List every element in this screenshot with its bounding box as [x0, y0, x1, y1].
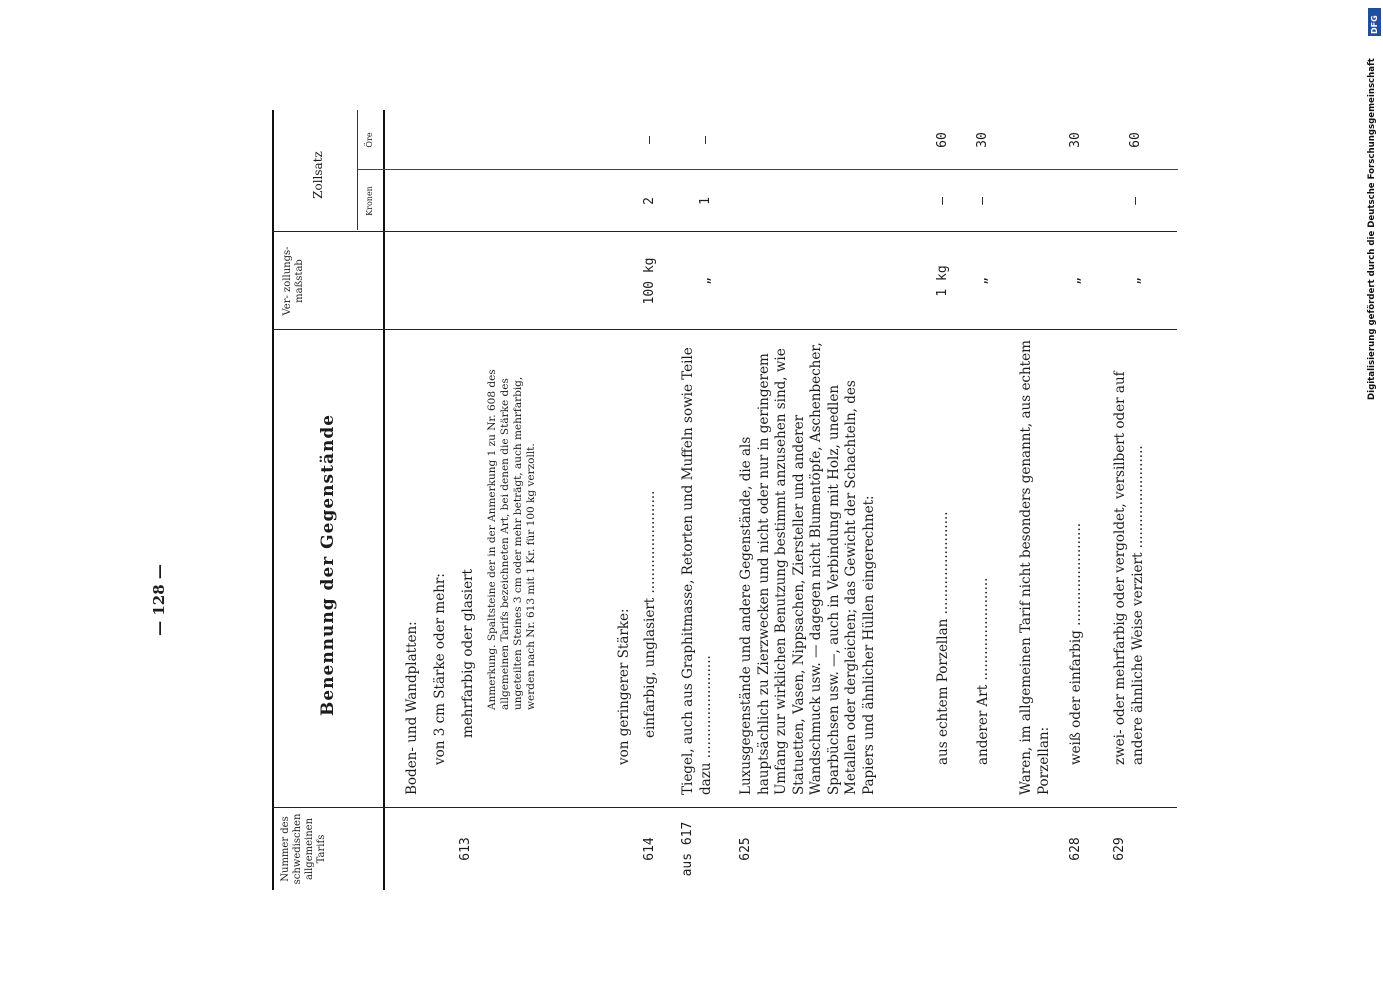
- header-zollsatz: Zollsatz: [311, 151, 325, 199]
- header-verzollung: Ver- zollungs- maßstab: [282, 246, 305, 316]
- row-text: weiß oder einfarbig ........................: [1068, 522, 1084, 765]
- tariff-number: 629: [1112, 837, 1127, 861]
- unit-cell: „: [1128, 277, 1143, 285]
- unit-cell: 1 kg: [935, 265, 950, 297]
- row-text: von geringerer Stärke:: [616, 608, 632, 765]
- dfg-logo: DFG: [1368, 8, 1381, 36]
- header-oere: Öre: [365, 132, 374, 148]
- row-text: aus echtem Porzellan ........................: [935, 511, 951, 765]
- kronen-cell: 2: [642, 197, 657, 205]
- unit-cell: 100 kg: [642, 257, 657, 305]
- oere-cell: 60: [1128, 132, 1143, 148]
- tariff-number: aus 617: [680, 821, 695, 877]
- rotated-page: [0, 132, 1146, 1000]
- oere-cell: 30: [1068, 132, 1083, 148]
- row-text: Waren, im allgemeinen Tarif nicht besonders genannt, aus echtem Porzellan:: [1018, 340, 1052, 795]
- unit-cell: „: [1068, 277, 1083, 285]
- page-number: — 128 —: [150, 564, 168, 636]
- row-text: einfarbig, unglasiert ........................: [642, 490, 658, 738]
- kronen-cell: —: [975, 197, 990, 205]
- kronen-cell: 1: [698, 197, 713, 205]
- kronen-cell: —: [935, 197, 950, 205]
- table-top-rule: [272, 110, 274, 890]
- oere-cell: 30: [975, 132, 990, 148]
- zollsatz-sub-rule: [357, 110, 358, 230]
- tariff-number: 613: [458, 837, 473, 861]
- row-text: Luxusgegenstände und andere Gegenstände, die als hauptsächlich zu Zierzwecken und nicht oder nur in geringerem Umfang zur wirklichen Benutzung bestimmt anzusehen sind, wie Statuetten, Vasen, Nippsachen, Ziersteller und anderer Wandschmuck usw. — dagegen nicht Blumentöpfe, Aschenbecher, Sparbüchsen usw. —, auch in Verbindung mit Holz, unedlen Metallen oder dergleichen; das Gewicht der Schachteln, des Papiers und ähnlicher Hüllen eingerechnet:: [738, 342, 877, 795]
- header-benennung: Benennung der Gegenstände: [318, 413, 338, 717]
- unit-cell: „: [975, 277, 990, 285]
- tariff-number: 614: [642, 837, 657, 861]
- col-divider-nr: [272, 807, 1177, 808]
- table-header-rule: [383, 110, 385, 890]
- col-divider-desc: [272, 329, 1177, 330]
- oere-cell: —: [698, 136, 713, 144]
- tariff-number: 628: [1068, 837, 1083, 861]
- row-text: zwei- oder mehrfarbig oder vergoldet, versilbert oder auf andere ähnliche Weise verziert ........................: [1112, 371, 1146, 765]
- row-text: Boden- und Wandplatten:: [404, 621, 420, 795]
- oere-cell: 60: [935, 132, 950, 148]
- header-kronen: Kronen: [365, 186, 374, 216]
- row-text: mehrfarbig oder glasiert: [460, 569, 476, 738]
- credit-text: Digitalisierung gefördert durch die Deutsche Forschungsgemeinschaft: [1367, 58, 1377, 400]
- unit-cell: „: [698, 277, 713, 285]
- kronen-cell: —: [1128, 197, 1143, 205]
- digitization-credit: [1367, 40, 1381, 400]
- col-divider-kronen: [358, 169, 1178, 170]
- col-divider-unit: [272, 231, 1177, 232]
- row-text: von 3 cm Stärke oder mehr:: [432, 573, 448, 765]
- note-text: Anmerkung. Spaltsteine der in der Anmerkung 1 zu Nr. 608 des allgemeinen Tarifs bezeichneten Art, bei denen die Stärke des ungeteilten Steines 3 cm oder mehr beträgt, auch mehrfarbig, werden nach Nr. 613 mit 1 Kr. für 100 kg verzollt.: [486, 369, 537, 710]
- row-text: Tiegel, auch aus Graphitmasse, Retorten und Muffeln sowie Teile dazu ........................: [680, 347, 714, 795]
- header-nummer: Nummer des schwedischen allgemeinen Tarifs: [280, 813, 327, 885]
- oere-cell: —: [642, 136, 657, 144]
- row-text: anderer Art ........................: [975, 577, 991, 765]
- tariff-number: 625: [738, 837, 753, 861]
